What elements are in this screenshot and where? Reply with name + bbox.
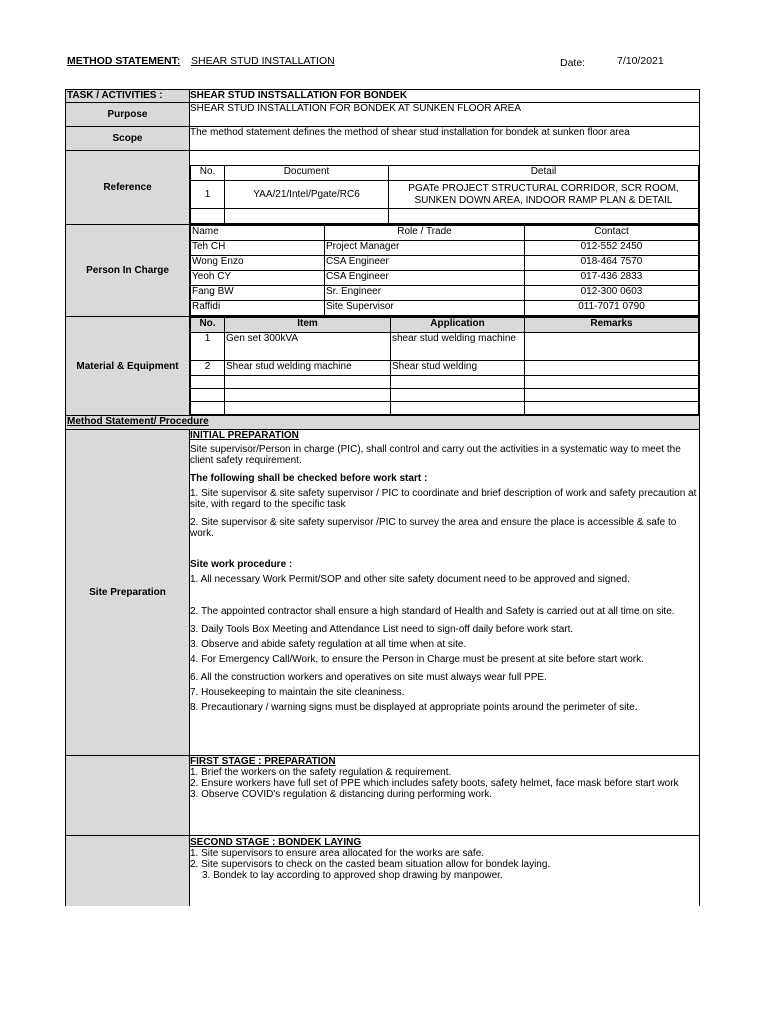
person-contact: 018-464 7570 [525,256,699,271]
second-stage-label-cell [66,836,190,906]
person-header-role: Role / Trade [325,226,525,241]
ref-header-detail: Detail [389,166,699,181]
second-stage-title: SECOND STAGE : BONDEK LAYING [190,837,362,848]
first-stage-item: 2. Ensure workers have full set of PPE which includes safety boots, safety helmet, face mask before start work [190,778,679,789]
procedure-title: Method Statement/ Procedure [66,416,700,430]
reference-table [190,151,699,224]
procedure-item: 3. Daily Tools Box Meeting and Attendance List need to sign-off daily before work start. [190,624,574,635]
task-label: TASK / ACTIVITIES : [66,90,190,103]
procedure-item: 4. For Emergency Call/Work, to ensure the Person in Charge must be present at site before start work. [190,654,644,665]
mat-item: Gen set 300kVA [225,333,391,361]
person-role: Site Supervisor [325,301,525,316]
reference-label: Reference [66,151,190,225]
table-row [191,301,699,316]
person-role: CSA Engineer [325,271,525,286]
person-contact: 012-300 0603 [525,286,699,301]
table-row [191,256,699,271]
person-name: Fang BW [191,286,325,301]
first-stage-title: FIRST STAGE : PREPARATION [190,756,336,767]
initial-prep-title: INITIAL PREPARATION [190,430,299,441]
mat-header-item: Item [225,318,391,333]
procedure-item: 6. All the construction workers and operatives on site must always wear full PPE. [190,672,547,683]
ref-row-document: YAA/21/Intel/Pgate/RC6 [225,181,389,209]
mat-header-no: No. [191,318,225,333]
person-role: Sr. Engineer [325,286,525,301]
procedure-item: 3. Observe and abide safety regulation at all time when at site. [190,639,467,650]
person-in-charge-label: Person In Charge [66,225,190,317]
method-statement-value: SHEAR STUD INSTALLATION [191,55,335,67]
table-row [191,333,699,361]
first-stage-item: 3. Observe COVID's regulation & distancing during performing work. [190,789,493,800]
material-equipment-label: Material & Equipment [66,317,190,416]
reference-cell [190,151,700,225]
second-stage-item: 1. Site supervisors to ensure area allocated for the works are safe. [190,848,485,859]
mat-header-application: Application [391,318,525,333]
person-name: Teh CH [191,241,325,256]
date-value: 7/10/2021 [617,55,664,67]
site-preparation-content [190,430,700,756]
ref-row-no: 1 [191,181,225,209]
mat-application: Shear stud welding [391,361,525,376]
second-stage-item: 2. Site supervisors to check on the casted beam situation allow for bondek laying. [190,859,551,870]
mat-header-remarks: Remarks [525,318,699,333]
check-item: 2. Site supervisor & site safety supervisor /PIC to survey the area and ensure the place is accessible & safe to work. [190,517,677,539]
procedure-item: 2. The appointed contractor shall ensure a high standard of Health and Safety is carried out at all time on site. [190,606,675,617]
first-stage-content [190,756,700,836]
mat-remarks [525,361,699,376]
table-row [191,271,699,286]
ref-header-no: No. [191,166,225,181]
date-label: Date: [560,57,586,69]
first-stage-label-cell [66,756,190,836]
procedure-item: 7. Housekeeping to maintain the site cleaniness. [190,687,405,698]
procedure-item: 1. All necessary Work Permit/SOP and other site safety document need to be approved and signed. [190,574,630,585]
person-cell [190,225,700,317]
table-row [191,241,699,256]
scope-label: Scope [66,127,190,151]
table-row [191,361,699,376]
person-contact: 012-552 2450 [525,241,699,256]
second-stage-content [190,836,700,906]
person-role: Project Manager [325,241,525,256]
person-role: CSA Engineer [325,256,525,271]
person-contact: 017-436 2833 [525,271,699,286]
mat-item: Shear stud welding machine [225,361,391,376]
scope-value: The method statement defines the method of shear stud installation for bondek at sunken floor area [190,127,700,151]
person-name: Yeoh CY [191,271,325,286]
person-name: Raffidi [191,301,325,316]
person-header-contact: Contact [525,226,699,241]
mat-no: 1 [191,333,225,361]
site-preparation-label: Site Preparation [66,430,190,756]
initial-prep-intro: Site supervisor/Person in charge (PIC), shall control and carry out the activities in a systematic way to meet the client safety requirement. [190,444,681,466]
method-statement-table [65,89,700,906]
mat-remarks [525,333,699,361]
person-name: Wong Enzo [191,256,325,271]
mat-application: shear stud welding machine [391,333,525,361]
person-table [190,225,699,316]
check-item: 1. Site supervisor & site safety supervisor / PIC to coordinate and brief description of work and safety precaution at site, with regard to the specific task [190,488,697,510]
task-value: SHEAR STUD INSTSALLATION FOR BONDEK [190,90,700,103]
material-table [190,317,699,415]
ref-header-document: Document [225,166,389,181]
first-stage-item: 1. Brief the workers on the safety regulation & requirement. [190,767,452,778]
purpose-label: Purpose [66,103,190,127]
method-statement-label: METHOD STATEMENT: [67,55,181,67]
checks-title: The following shall be checked before work start : [190,473,428,484]
person-contact: 011-7071 0790 [525,301,699,316]
material-cell [190,317,700,416]
ref-row-detail: PGATe PROJECT STRUCTURAL CORRIDOR, SCR ROOM, SUNKEN DOWN AREA, INDOOR RAMP PLAN & DETAIL [389,181,699,209]
mat-no: 2 [191,361,225,376]
procedure-subtitle: Site work procedure : [190,559,293,570]
person-header-name: Name [191,226,325,241]
second-stage-item: 3. Bondek to lay according to approved shop drawing by manpower. [202,870,503,881]
purpose-value: SHEAR STUD INSTALLATION FOR BONDEK AT SUNKEN FLOOR AREA [190,103,700,127]
procedure-item: 8. Precautionary / warning signs must be displayed at appropriate points around the perimeter of site. [190,702,638,713]
table-row [191,286,699,301]
